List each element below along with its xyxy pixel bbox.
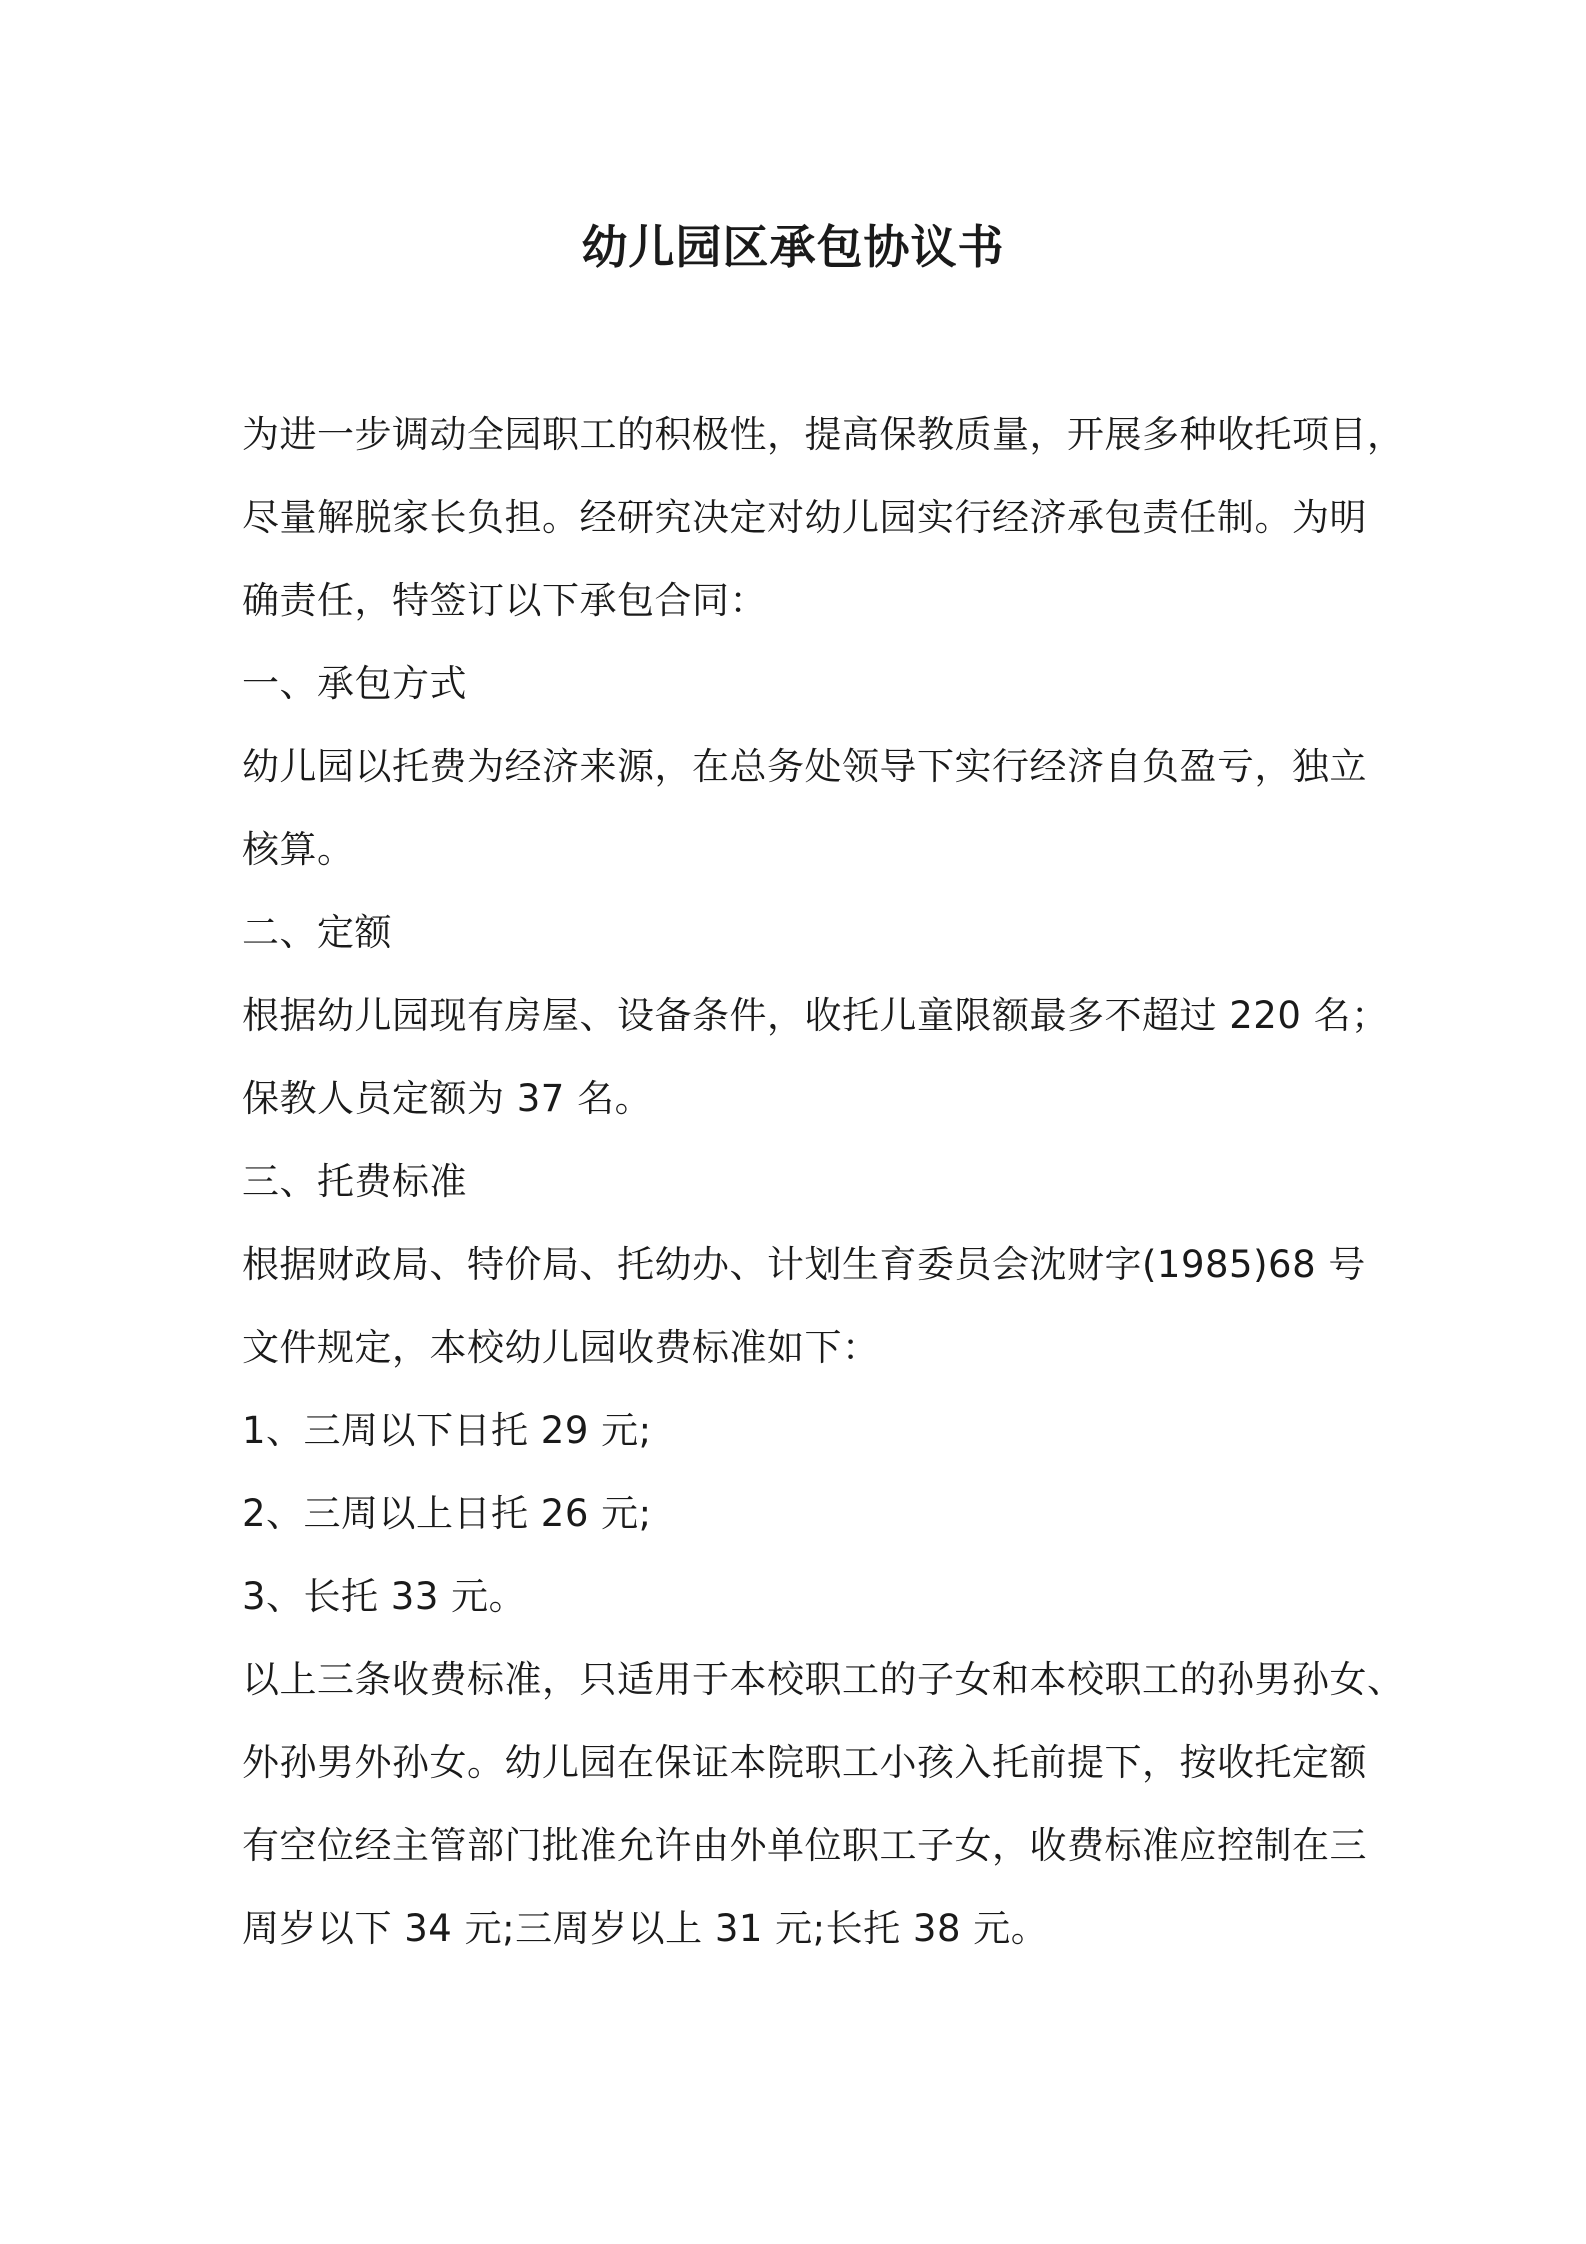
paragraph-intro-line-2: 尽量解脱家长负担。经研究决定对幼儿园实行经济承包责任制。为明 bbox=[242, 496, 1367, 539]
section-3-line-1: 根据财政局、特价局、托幼办、计划生育委员会沈财字(1985)68 号 bbox=[242, 1243, 1366, 1286]
section-2-line-2: 保教人员定额为 37 名。 bbox=[242, 1077, 653, 1120]
paragraph-intro-line-1: 为进一步调动全园职工的积极性，提高保教质量，开展多种收托项目， bbox=[242, 413, 1405, 456]
fee-note-line-4: 周岁以下 34 元;三周岁以上 31 元;长托 38 元。 bbox=[242, 1907, 1049, 1950]
fee-note-line-1: 以上三条收费标准，只适用于本校职工的子女和本校职工的孙男孙女、 bbox=[242, 1658, 1405, 1701]
section-heading-2: 二、定额 bbox=[242, 911, 392, 954]
fee-note-line-3: 有空位经主管部门批准允许由外单位职工子女，收费标准应控制在三 bbox=[242, 1824, 1367, 1867]
section-1-line-1: 幼儿园以托费为经济来源，在总务处领导下实行经济自负盈亏，独立 bbox=[242, 745, 1367, 788]
fee-item-1: 1、三周以下日托 29 元; bbox=[242, 1409, 652, 1452]
section-2-line-1: 根据幼儿园现有房屋、设备条件，收托儿童限额最多不超过 220 名； bbox=[242, 994, 1389, 1037]
document-title: 幼儿园区承包协议书 bbox=[581, 220, 1005, 274]
fee-item-2: 2、三周以上日托 26 元; bbox=[242, 1492, 652, 1535]
section-1-line-2: 核算。 bbox=[242, 828, 355, 871]
section-3-line-2: 文件规定，本校幼儿园收费标准如下： bbox=[242, 1326, 880, 1369]
section-heading-1: 一、承包方式 bbox=[242, 662, 467, 705]
paragraph-intro-line-3: 确责任，特签订以下承包合同： bbox=[242, 579, 767, 622]
fee-item-3: 3、长托 33 元。 bbox=[242, 1575, 527, 1618]
fee-note-line-2: 外孙男外孙女。幼儿园在保证本院职工小孩入托前提下，按收托定额 bbox=[242, 1741, 1367, 1784]
section-heading-3: 三、托费标准 bbox=[242, 1160, 467, 1203]
